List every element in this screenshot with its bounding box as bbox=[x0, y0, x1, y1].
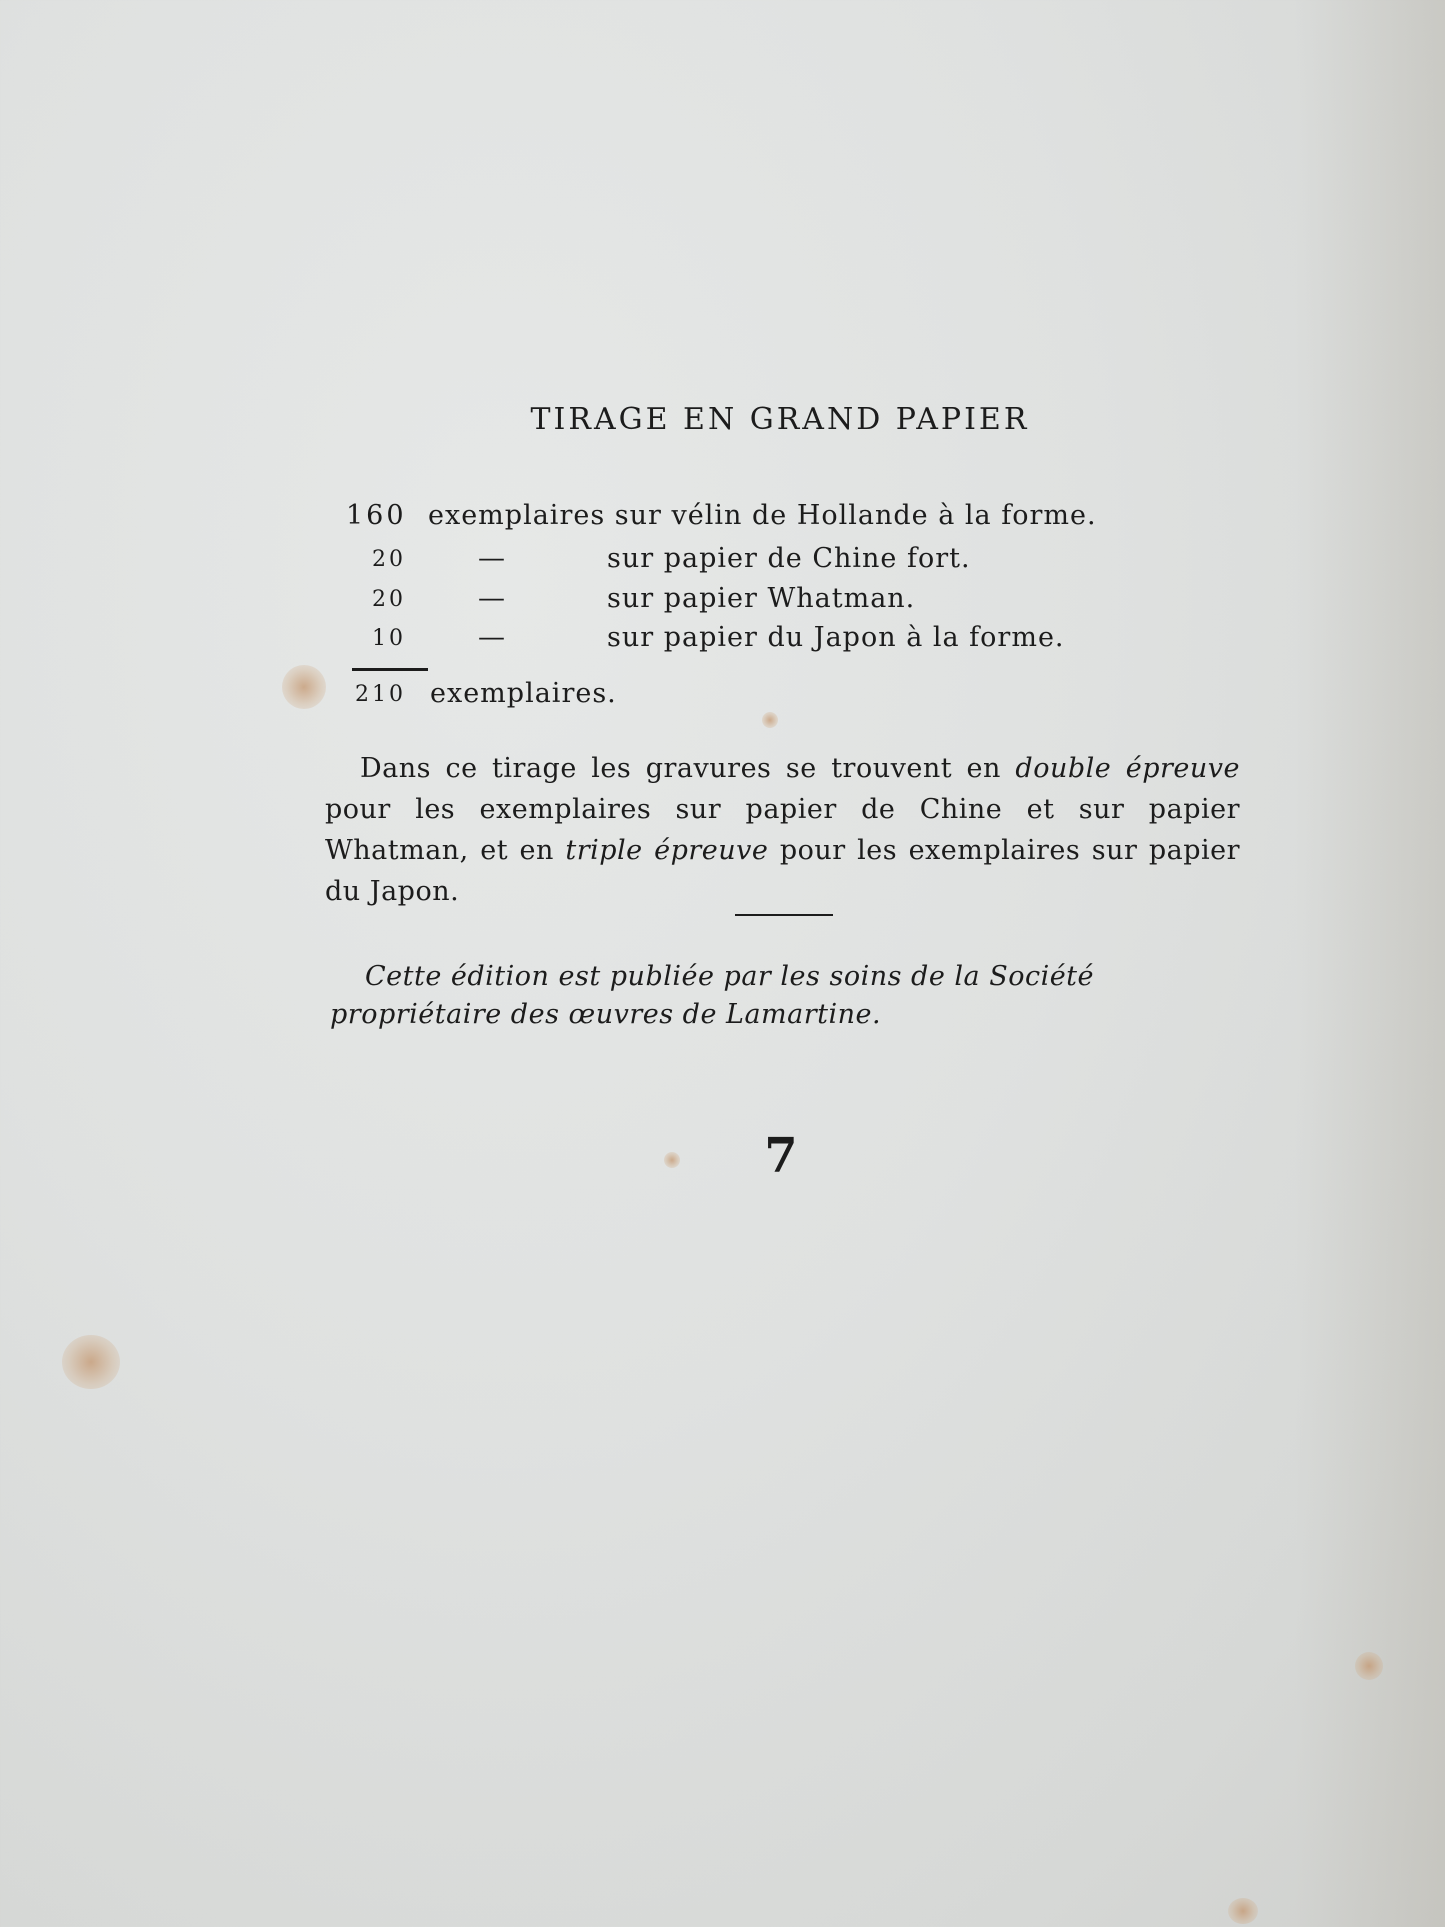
paragraph-text: pour les exemplaires sur papier de Chine et sur papier Whatman, et en bbox=[325, 794, 1240, 866]
foxing-spot bbox=[1228, 1898, 1258, 1924]
foxing-spot bbox=[1355, 1652, 1383, 1680]
copy-count: 20 bbox=[372, 547, 406, 572]
copy-count: 160 bbox=[346, 500, 407, 531]
row-description: sur papier de Chine fort. bbox=[607, 543, 971, 574]
sum-rule bbox=[352, 668, 428, 671]
foxing-spot bbox=[664, 1152, 680, 1168]
page-heading: TIRAGE EN GRAND PAPIER bbox=[530, 402, 1030, 437]
ditto-dash: — bbox=[478, 543, 506, 574]
foxing-spot bbox=[762, 712, 778, 728]
paragraph-italic: triple épreuve bbox=[565, 835, 769, 866]
section-divider bbox=[735, 914, 833, 916]
print-note-paragraph bbox=[325, 748, 1240, 912]
page-number: 7 bbox=[764, 1128, 798, 1184]
row-description: exemplaires sur vélin de Hollande à la forme. bbox=[428, 500, 1097, 531]
row-description: sur papier du Japon à la forme. bbox=[607, 622, 1065, 653]
ditto-dash: — bbox=[478, 622, 506, 653]
publisher-note: Cette édition est publiée par les soins de la Société propriétaire des œuvres de Lamartine. bbox=[330, 961, 1095, 1030]
foxing-spot bbox=[62, 1335, 120, 1389]
copy-count: 20 bbox=[372, 587, 406, 612]
row-description: sur papier Whatman. bbox=[607, 583, 916, 614]
total-count: 210 bbox=[355, 682, 406, 707]
paragraph-italic: double épreuve bbox=[1015, 753, 1240, 784]
page-edge-shadow bbox=[1295, 0, 1445, 1927]
foxing-spot bbox=[282, 665, 326, 709]
total-description: exemplaires. bbox=[430, 678, 617, 709]
paragraph-text: pour les exemplaires sur papier du Japon. bbox=[325, 835, 1241, 907]
paragraph-text: Dans ce tirage les gravures se trouvent en bbox=[360, 753, 1016, 784]
ditto-dash: — bbox=[478, 583, 506, 614]
copy-count: 10 bbox=[372, 626, 406, 651]
